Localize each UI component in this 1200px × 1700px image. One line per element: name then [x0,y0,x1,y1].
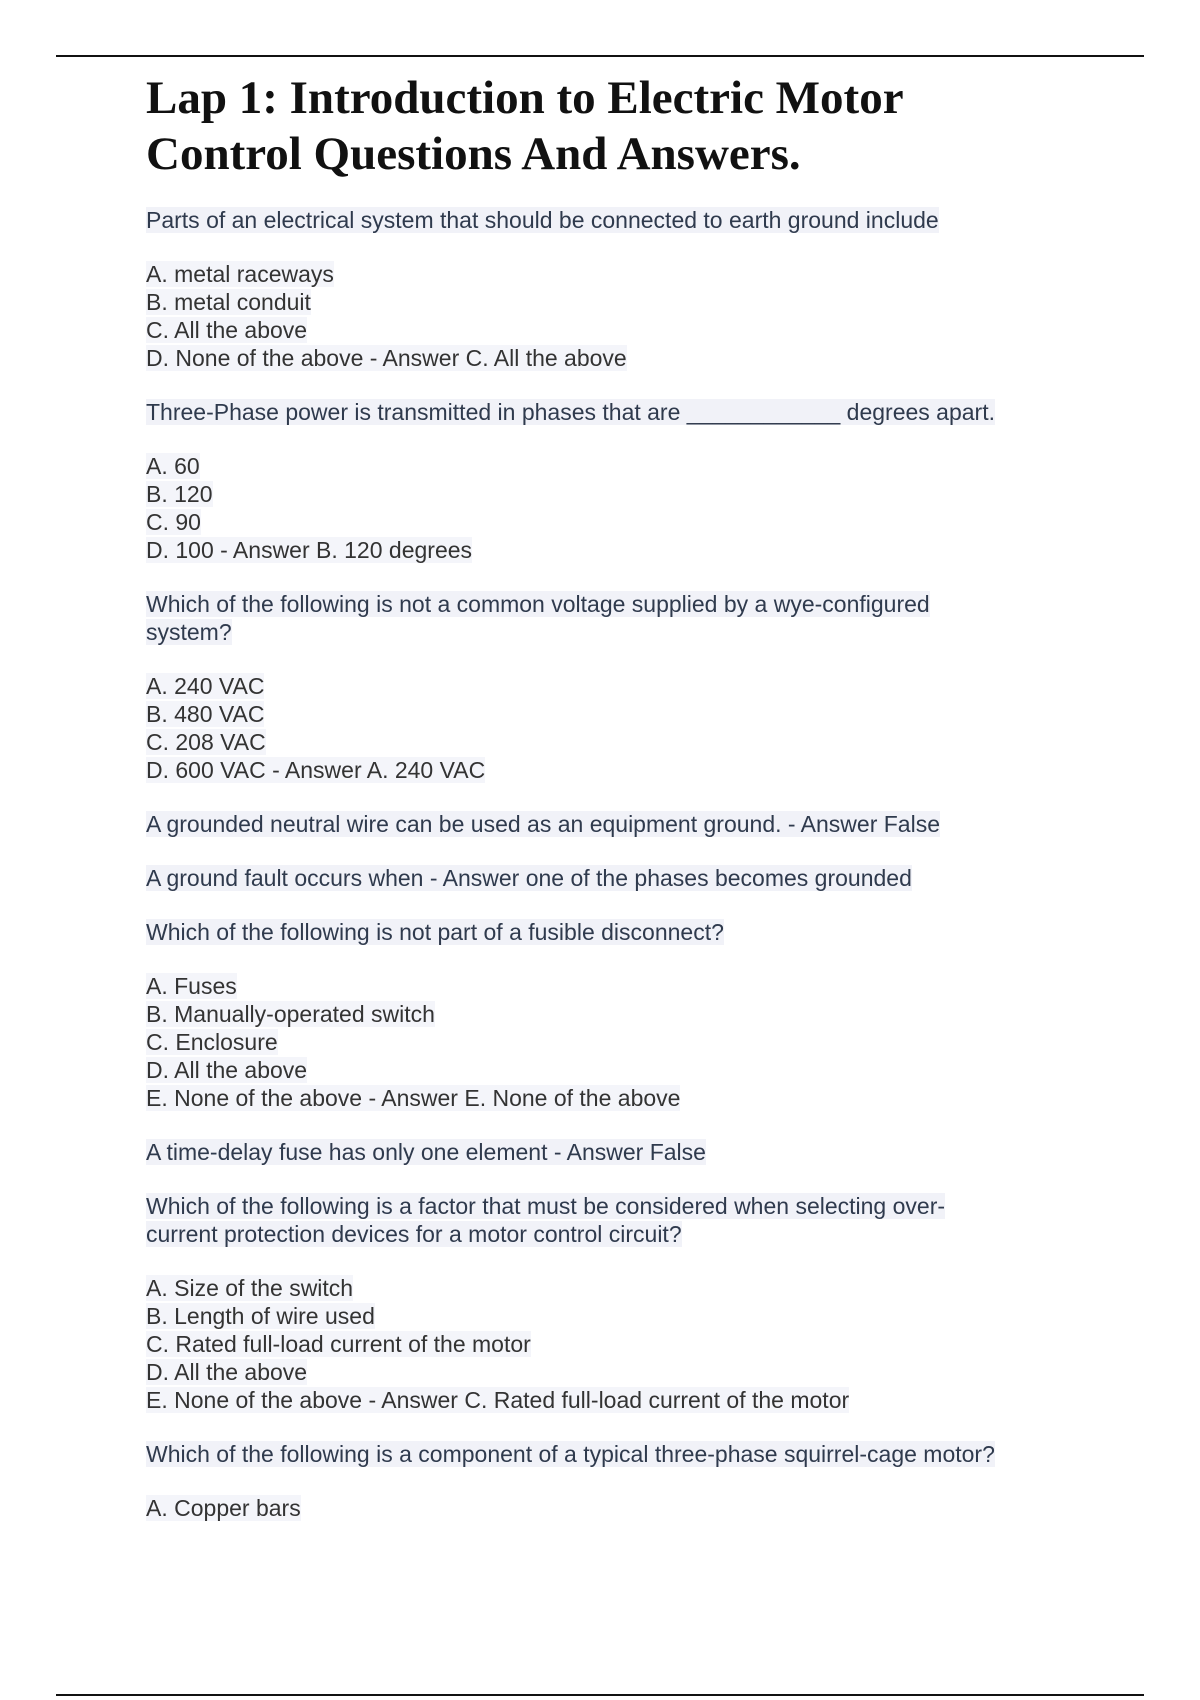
question-text: Which of the following is not part of a fusible disconnect? [146,919,724,945]
top-rule [56,55,1144,57]
option-a: A. Fuses [146,973,237,999]
option-b: B. metal conduit [146,289,311,315]
question-1-options [146,260,1066,372]
question-9-options [146,1494,1066,1522]
option-c: C. 208 VAC [146,729,266,755]
question-2-options [146,452,1066,564]
question-6 [146,918,1066,946]
question-text: A grounded neutral wire can be used as an equipment ground. - Answer False [146,811,940,837]
page-title [146,70,1066,182]
title-line-1: Lap 1: Introduction to Electric Motor [146,72,904,124]
option-d: D. All the above [146,1359,308,1385]
option-b: B. 480 VAC [146,701,265,727]
question-7 [146,1138,1066,1166]
question-text-line-1: Which of the following is a factor that must be considered when selecting over- [146,1193,946,1219]
question-text: Parts of an electrical system that should be connected to earth ground include [146,207,939,233]
question-1 [146,206,1066,234]
option-a: A. metal raceways [146,261,334,287]
option-a: A. Copper bars [146,1495,301,1521]
option-e-answer: E. None of the above - Answer E. None of the above [146,1085,681,1111]
question-text-line-2: current protection devices for a motor control circuit? [146,1221,682,1247]
option-a: A. Size of the switch [146,1275,354,1301]
document-body [146,70,1066,1548]
question-text: Which of the following is a component of a typical three-phase squirrel-cage motor? [146,1441,995,1467]
bottom-rule [56,1694,1144,1696]
title-line-2: Control Questions And Answers. [146,128,801,180]
question-3-options [146,672,1066,784]
question-5 [146,864,1066,892]
question-text-line-2: system? [146,619,232,645]
question-6-options [146,972,1066,1112]
option-a: A. 60 [146,453,200,479]
option-d: D. All the above [146,1057,308,1083]
option-d-answer: D. None of the above - Answer C. All the above [146,345,627,371]
option-b: B. Length of wire used [146,1303,375,1329]
option-b: B. Manually-operated switch [146,1001,435,1027]
option-c: C. Enclosure [146,1029,278,1055]
question-text: A ground fault occurs when - Answer one of the phases becomes grounded [146,865,912,891]
question-3 [146,590,1066,646]
question-4 [146,810,1066,838]
question-2 [146,398,1066,426]
option-c: C. All the above [146,317,308,343]
option-a: A. 240 VAC [146,673,265,699]
question-8 [146,1192,1066,1248]
option-d-answer: D. 600 VAC - Answer A. 240 VAC [146,757,486,783]
option-c: C. Rated full-load current of the motor [146,1331,531,1357]
option-e-answer: E. None of the above - Answer C. Rated full-load current of the motor [146,1387,850,1413]
option-d-answer: D. 100 - Answer B. 120 degrees [146,537,473,563]
question-text-line-1: Which of the following is not a common voltage supplied by a wye-configured [146,591,930,617]
question-text: Three-Phase power is transmitted in phases that are ____________ degrees apart. [146,399,995,425]
question-8-options [146,1274,1066,1414]
option-b: B. 120 [146,481,213,507]
question-text: A time-delay fuse has only one element - Answer False [146,1139,706,1165]
option-c: C. 90 [146,509,201,535]
question-9 [146,1440,1066,1468]
